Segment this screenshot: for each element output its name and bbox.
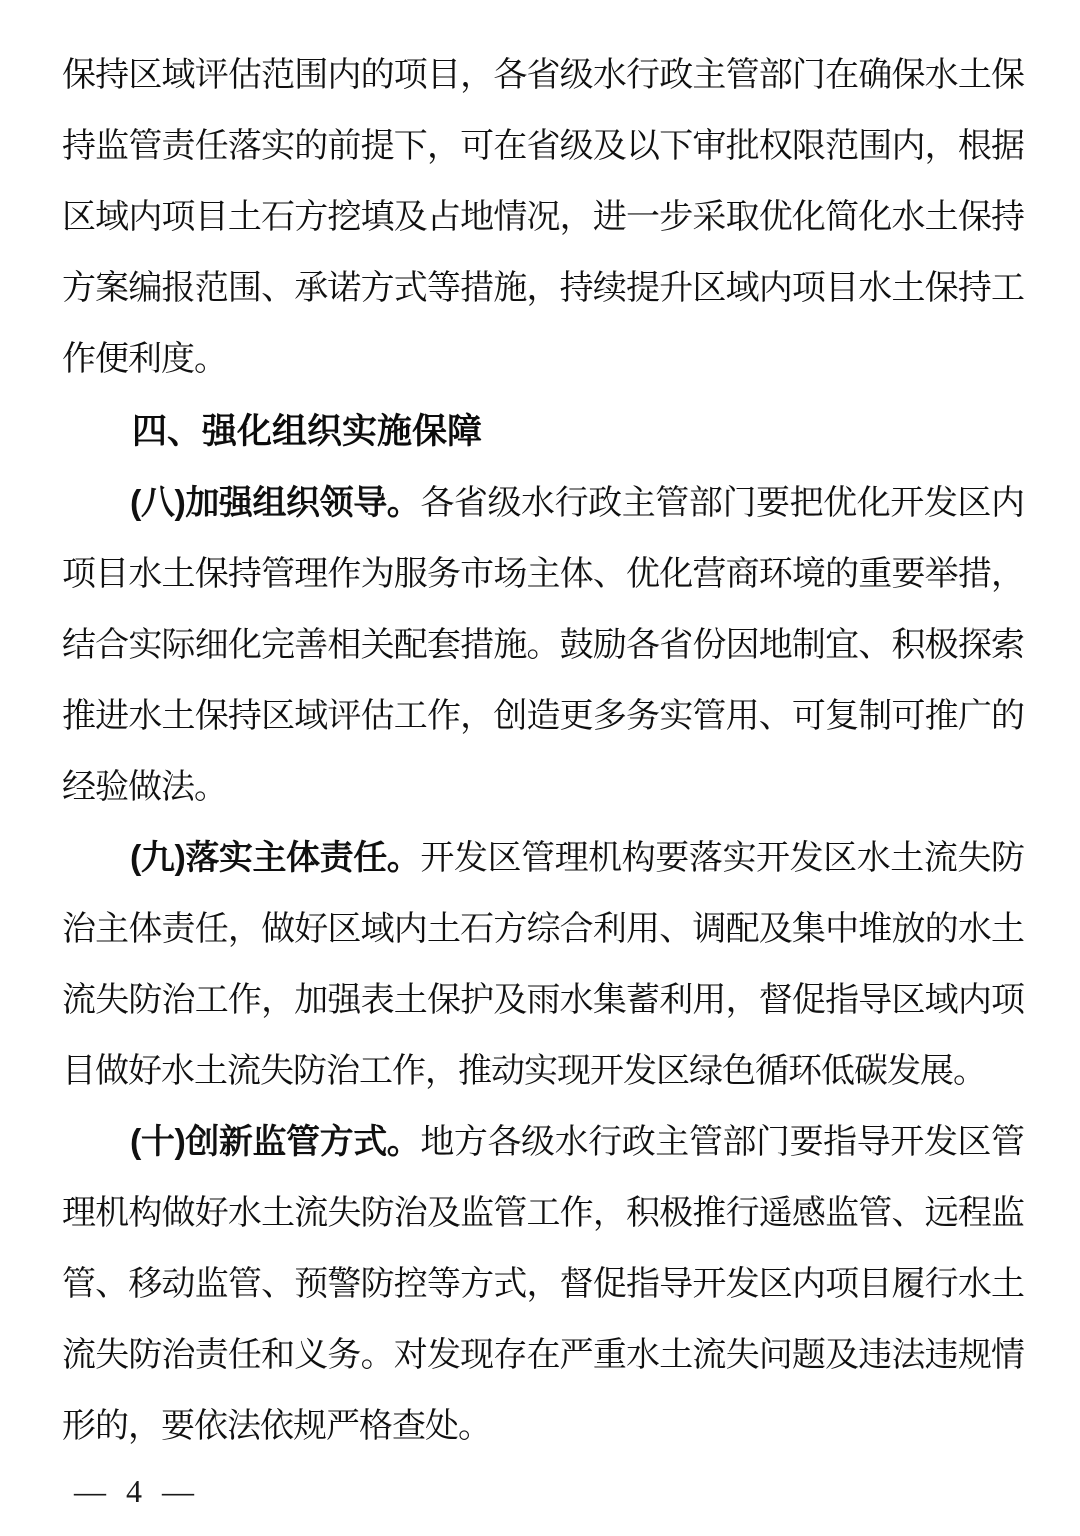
document-body [62,40,1024,1462]
paragraph-lead-10: (十)创新监管方式。 [130,1123,421,1161]
paragraph-continuation: 保持区域评估范围内的项目，各省级水行政主管部门在确保水土保持监管责任落实的前提下，可在省级及以下审批权限范围内，根据区域内项目土石方挖填及占地情况，进一步采取优化简化水土保持方案编报范围、承诺方式等措施，持续提升区域内项目水土保持工作便利度。 [62,57,1024,378]
paragraph-text-8: 各省级水行政主管部门要把优化开发区内项目水土保持管理作为服务市场主体、优化营商环境的重要举措，结合实际细化完善相关配套措施。鼓励各省份因地制宜、积极探索推进水土保持区域评估工作，创造更多务实管用、可复制可推广的经验做法。 [62,485,1024,806]
paragraph-item-10 [62,1107,1024,1462]
page-footer [74,1473,196,1510]
section-heading: 四、强化组织实施保障 [132,412,483,451]
paragraph-lead-8: (八)加强组织领导。 [130,484,421,522]
paragraph-lead-9: (九)落实主体责任。 [130,839,421,877]
paragraph-item-8 [62,468,1024,823]
paragraph-text-10: 地方各级水行政主管部门要指导开发区管理机构做好水土流失防治及监管工作，积极推行遥感监管、远程监管、移动监管、预警防控等方式，督促指导开发区内项目履行水土流失防治责任和义务。对发现存在严重水土流失问题及违法违规情形的，要依法依规严格查处。 [62,1124,1024,1445]
paragraph-item-9 [62,823,1024,1107]
page-number: 4 [126,1473,144,1509]
paragraph-text-9: 开发区管理机构要落实开发区水土流失防治主体责任，做好区域内土石方综合利用、调配及集中堆放的水土流失防治工作，加强表土保护及雨水集蓄利用，督促指导区域内项目做好水土流失防治工作，推动实现开发区绿色循环低碳发展。 [62,840,1024,1090]
footer-dash-left: — [74,1473,108,1509]
footer-dash-right: — [162,1473,196,1509]
